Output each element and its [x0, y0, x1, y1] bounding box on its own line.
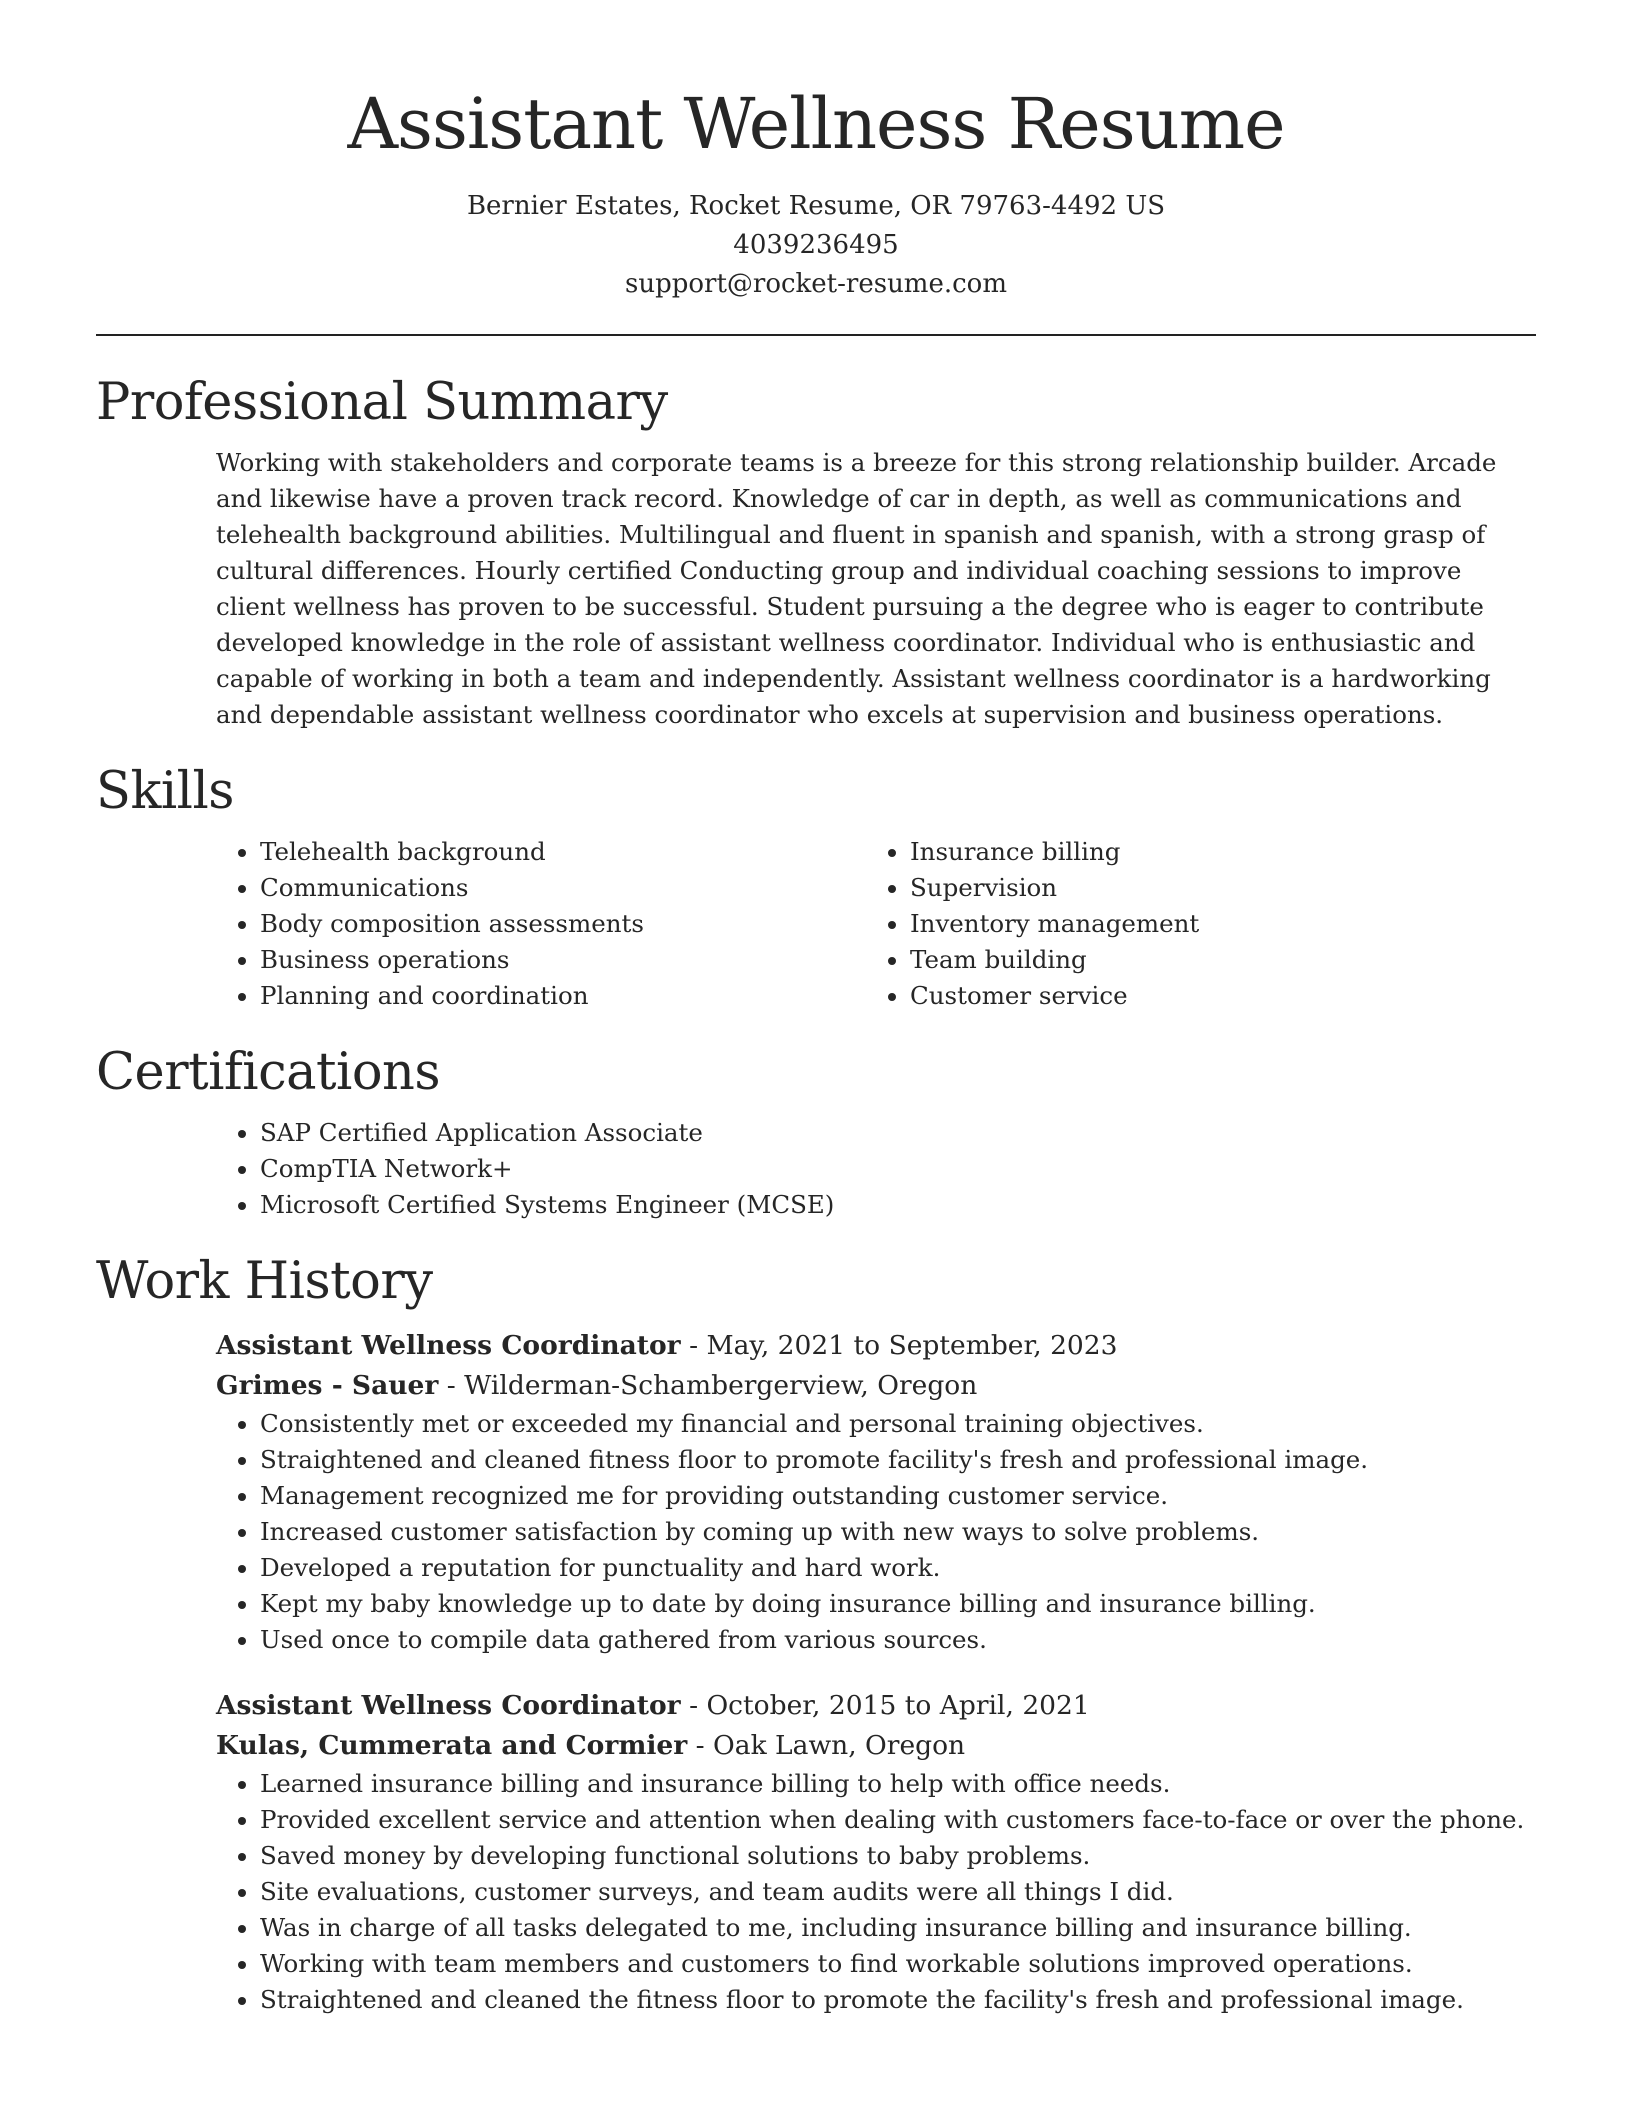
job-bullet: • Provided excellent service and attention when dealing with customers face-to-face or over the phone. — [260, 1802, 1536, 1838]
certification-item: • SAP Certified Application Associate — [260, 1115, 1536, 1151]
job-bullet: • Management recognized me for providing outstanding customer service. — [260, 1478, 1536, 1514]
job-company-line — [216, 1726, 1536, 1766]
job-bullet: • Developed a reputation for punctuality and hard work. — [260, 1550, 1536, 1586]
job-bullet: • Straightened and cleaned the fitness floor to promote the facility's fresh and professional image. — [260, 1982, 1536, 2018]
job-entry — [216, 1686, 1536, 2018]
job-bullet: • Was in charge of all tasks delegated to me, including insurance billing and insurance billing. — [260, 1910, 1536, 1946]
job-bullets — [216, 1406, 1536, 1658]
job-title-line — [216, 1686, 1536, 1726]
skills-column-right — [866, 834, 1516, 1014]
job-bullet: • Kept my baby knowledge up to date by doing insurance billing and insurance billing. — [260, 1586, 1536, 1622]
resume-header — [96, 0, 1536, 304]
certification-item: • Microsoft Certified Systems Engineer (MCSE) — [260, 1187, 1536, 1223]
job-bullet: • Working with team members and customers to find workable solutions improved operations. — [260, 1946, 1536, 1982]
job-title: Assistant Wellness Coordinator — [216, 1330, 681, 1362]
summary-heading: Professional Summary — [96, 372, 668, 432]
skill-item: • Body composition assessments — [260, 906, 866, 942]
skill-item: • Telehealth background — [260, 834, 866, 870]
resume-title: Assistant Wellness Resume — [347, 83, 1285, 165]
job-location: - Oak Lawn, Oregon — [687, 1730, 966, 1762]
job-dates: - October, 2015 to April, 2021 — [680, 1690, 1090, 1722]
job-bullet: • Increased customer satisfaction by coming up with new ways to solve problems. — [260, 1514, 1536, 1550]
job-company: Kulas, Cummerata and Cormier — [216, 1730, 688, 1762]
certifications-heading: Certifications — [96, 1042, 441, 1102]
header-divider — [96, 334, 1536, 336]
contact-phone: 4039236495 — [733, 229, 899, 260]
skill-item: • Team building — [910, 942, 1516, 978]
work-history-heading: Work History — [96, 1252, 433, 1312]
skill-item: • Customer service — [910, 978, 1516, 1014]
job-dates: - May, 2021 to September, 2023 — [680, 1330, 1118, 1362]
skill-item: • Insurance billing — [910, 834, 1516, 870]
job-company-line — [216, 1366, 1536, 1406]
contact-email: support@rocket-resume.com — [624, 268, 1007, 299]
job-bullets — [216, 1766, 1536, 2018]
job-entry — [216, 1326, 1536, 1658]
job-bullet: • Used once to compile data gathered from various sources. — [260, 1622, 1536, 1658]
job-location: - Wilderman-Schambergerview, Oregon — [438, 1370, 978, 1402]
summary-text: Working with stakeholders and corporate teams is a breeze for this strong relationship builder. Arcade and likewise have a proven track record. Knowledge of car in depth, as well as communications and telehealth background abilities. Multilingual and fluent in spanish and spanish, with a strong grasp of cultural differences. Hourly certified Conducting group and individual coaching sessions to improve client wellness has proven to be successful. Student pursuing a the degree who is eager to contribute developed knowledge in the role of assistant wellness coordinator. Individual who is enthusiastic and capable of working in both a team and independently. Assistant wellness coordinator is a hardworking and dependable assistant wellness coordinator who excels at supervision and business operations. — [216, 447, 1497, 729]
certification-item: • CompTIA Network+ — [260, 1151, 1536, 1187]
skill-item: • Business operations — [260, 942, 866, 978]
skill-item: • Communications — [260, 870, 866, 906]
skills-heading: Skills — [96, 761, 234, 821]
skill-item: • Supervision — [910, 870, 1516, 906]
contact-address: Bernier Estates, Rocket Resume, OR 79763-4492 US — [466, 190, 1166, 221]
work-history-section — [96, 1251, 1536, 2018]
job-bullet: • Consistently met or exceeded my financial and personal training objectives. — [260, 1406, 1536, 1442]
job-title-line — [216, 1326, 1536, 1366]
skills-section — [96, 761, 1536, 1014]
job-bullet: • Learned insurance billing and insurance billing to help with office needs. — [260, 1766, 1536, 1802]
job-title: Assistant Wellness Coordinator — [216, 1690, 681, 1722]
skills-column-left — [216, 834, 866, 1014]
resume-page — [96, 0, 1536, 2018]
job-bullet: • Straightened and cleaned fitness floor to promote facility's fresh and professional image. — [260, 1442, 1536, 1478]
job-bullet: • Saved money by developing functional solutions to baby problems. — [260, 1838, 1536, 1874]
certifications-section — [96, 1042, 1536, 1223]
job-company: Grimes - Sauer — [216, 1370, 439, 1402]
skill-item: • Inventory management — [910, 906, 1516, 942]
skill-item: • Planning and coordination — [260, 978, 866, 1014]
summary-section — [96, 372, 1536, 733]
job-bullet: • Site evaluations, customer surveys, and team audits were all things I did. — [260, 1874, 1536, 1910]
